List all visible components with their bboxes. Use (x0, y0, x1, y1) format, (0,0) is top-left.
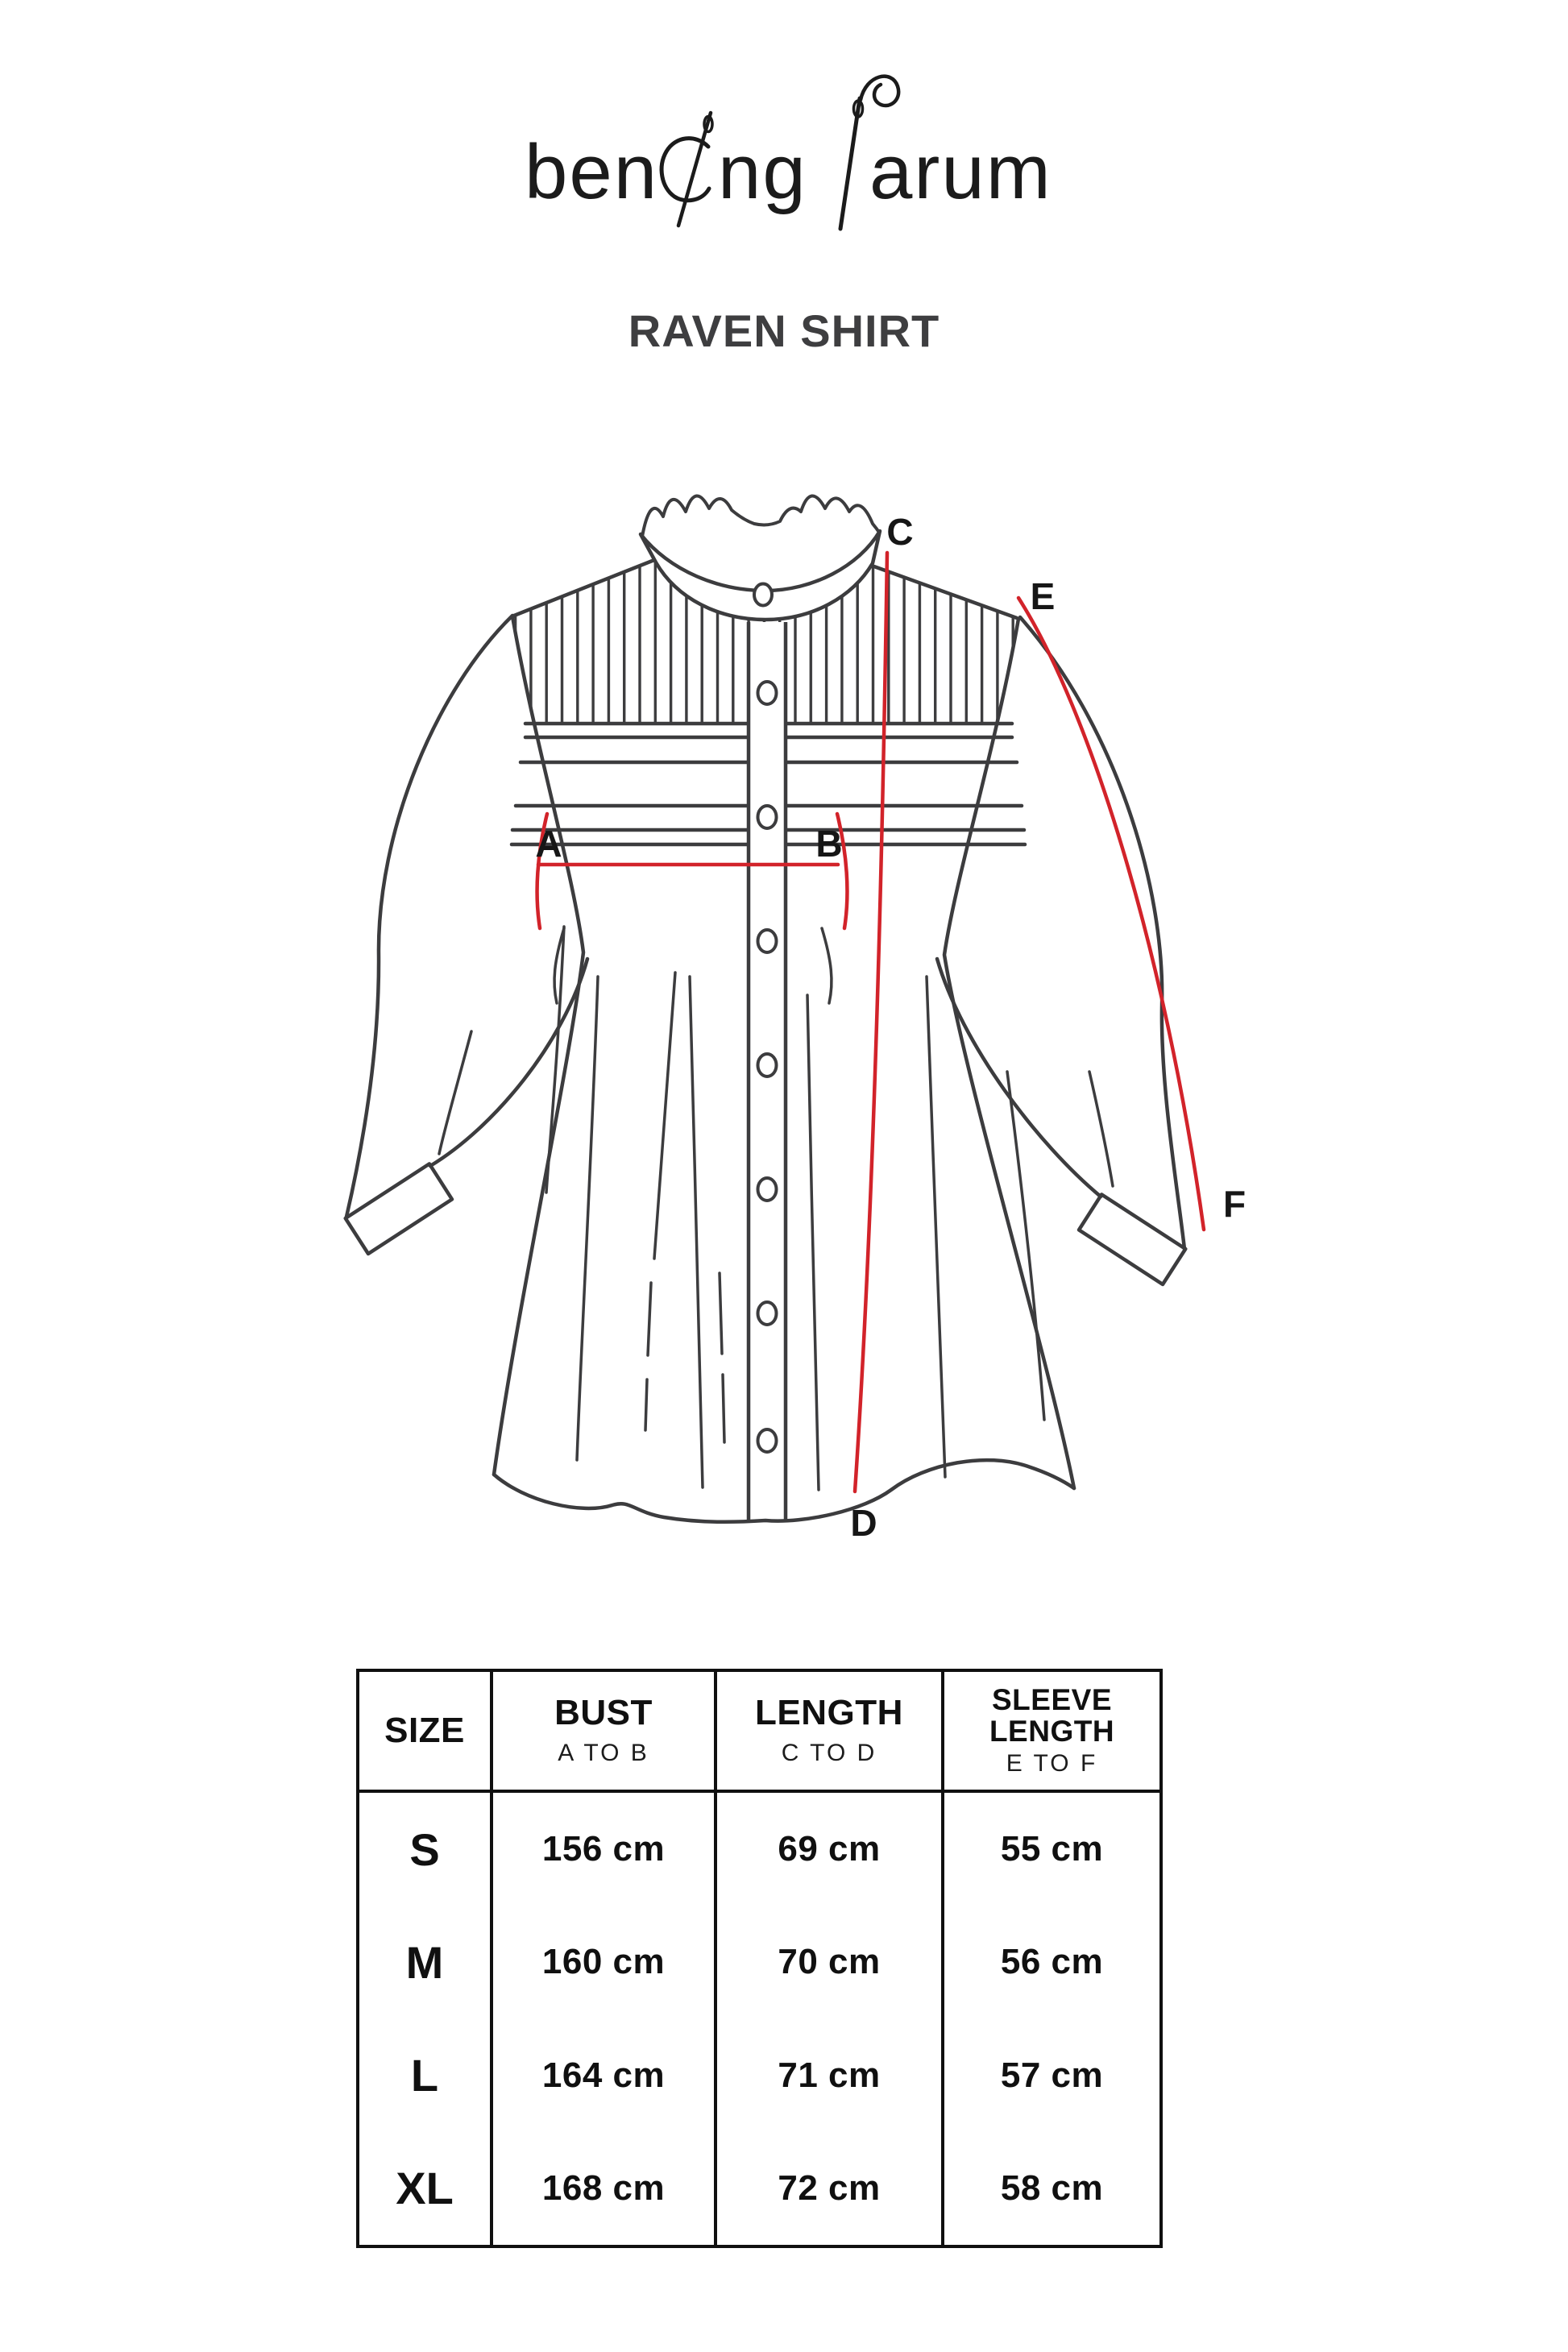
logo-text-arum: arum (869, 129, 1050, 215)
size-table (356, 1669, 1163, 2248)
table-row-m-sleeve (944, 1906, 1159, 2018)
header-sleeve-length (944, 1672, 1159, 1793)
label-b: B (815, 823, 843, 865)
brand-logo (518, 66, 1050, 235)
header-size (359, 1672, 493, 1793)
header-size-label: SIZE (384, 1710, 465, 1750)
brand-logo-art (518, 66, 1050, 235)
table-row-xl-sleeve (944, 2132, 1159, 2245)
collar-ruffle (642, 496, 880, 537)
collar-button (754, 584, 772, 606)
header-bust (493, 1672, 717, 1793)
header-sleeve-length-label: SLEEVE LENGTH (989, 1682, 1115, 1748)
bust-value: 160 cm (541, 1942, 666, 1982)
header-bust-label: BUST (554, 1693, 653, 1733)
length-value: 70 cm (778, 1942, 881, 1982)
bust-value: 156 cm (541, 1829, 666, 1869)
table-row-l-size (359, 2019, 493, 2132)
header-sleeve-length-sub: E TO F (1006, 1750, 1098, 1777)
size-value: M (405, 1936, 444, 1988)
header-length (717, 1672, 944, 1793)
bust-value: 168 cm (541, 2167, 666, 2208)
label-e: E (1030, 575, 1056, 617)
table-row-s-bust (493, 1793, 717, 1906)
table-row-xl-size (359, 2132, 493, 2245)
page-title: RAVEN SHIRT (628, 305, 940, 356)
sleeve-value: 58 cm (1000, 2167, 1104, 2208)
logo-text-ben: ben (525, 129, 659, 215)
table-row-m-length (717, 1906, 944, 2018)
shirt-skirt-folds (546, 927, 1044, 1490)
right-cuff (1079, 1194, 1185, 1284)
sleeve-value: 57 cm (1000, 2055, 1104, 2095)
size-value: L (410, 2050, 439, 2101)
bust-value: 164 cm (541, 2055, 666, 2095)
table-row-l-sleeve (944, 2019, 1159, 2132)
size-value: XL (396, 2163, 454, 2214)
needle-thread-icon (662, 113, 712, 226)
shirt-diagram-art (306, 451, 1313, 1579)
table-row-s-size (359, 1793, 493, 1906)
length-value: 69 cm (778, 1829, 881, 1869)
size-value: S (409, 1823, 440, 1875)
sleeve-value: 55 cm (1000, 1829, 1104, 1869)
table-row-s-length (717, 1793, 944, 1906)
header-bust-sub: A TO B (558, 1739, 649, 1766)
shirt-measurement-diagram (306, 451, 1313, 1579)
table-row-s-sleeve (944, 1793, 1159, 1906)
logo-text-ng: ng (718, 129, 807, 215)
table-row-m-bust (493, 1906, 717, 2018)
label-a: A (535, 823, 562, 865)
header-length-label: LENGTH (755, 1693, 903, 1733)
table-row-m-size (359, 1906, 493, 2018)
left-cuff (346, 1164, 452, 1254)
table-row-l-bust (493, 2019, 717, 2132)
table-row-xl-bust (493, 2132, 717, 2245)
length-value: 71 cm (778, 2055, 881, 2095)
length-value: 72 cm (778, 2167, 881, 2208)
label-f: F (1222, 1183, 1247, 1225)
sleeve-value: 56 cm (1000, 1942, 1104, 1982)
label-d: D (850, 1502, 877, 1544)
label-c: C (886, 511, 914, 553)
table-row-xl-length (717, 2132, 944, 2245)
sleeve-line-e-f (1018, 598, 1204, 1230)
header-length-sub: C TO D (781, 1739, 877, 1766)
table-row-l-length (717, 2019, 944, 2132)
